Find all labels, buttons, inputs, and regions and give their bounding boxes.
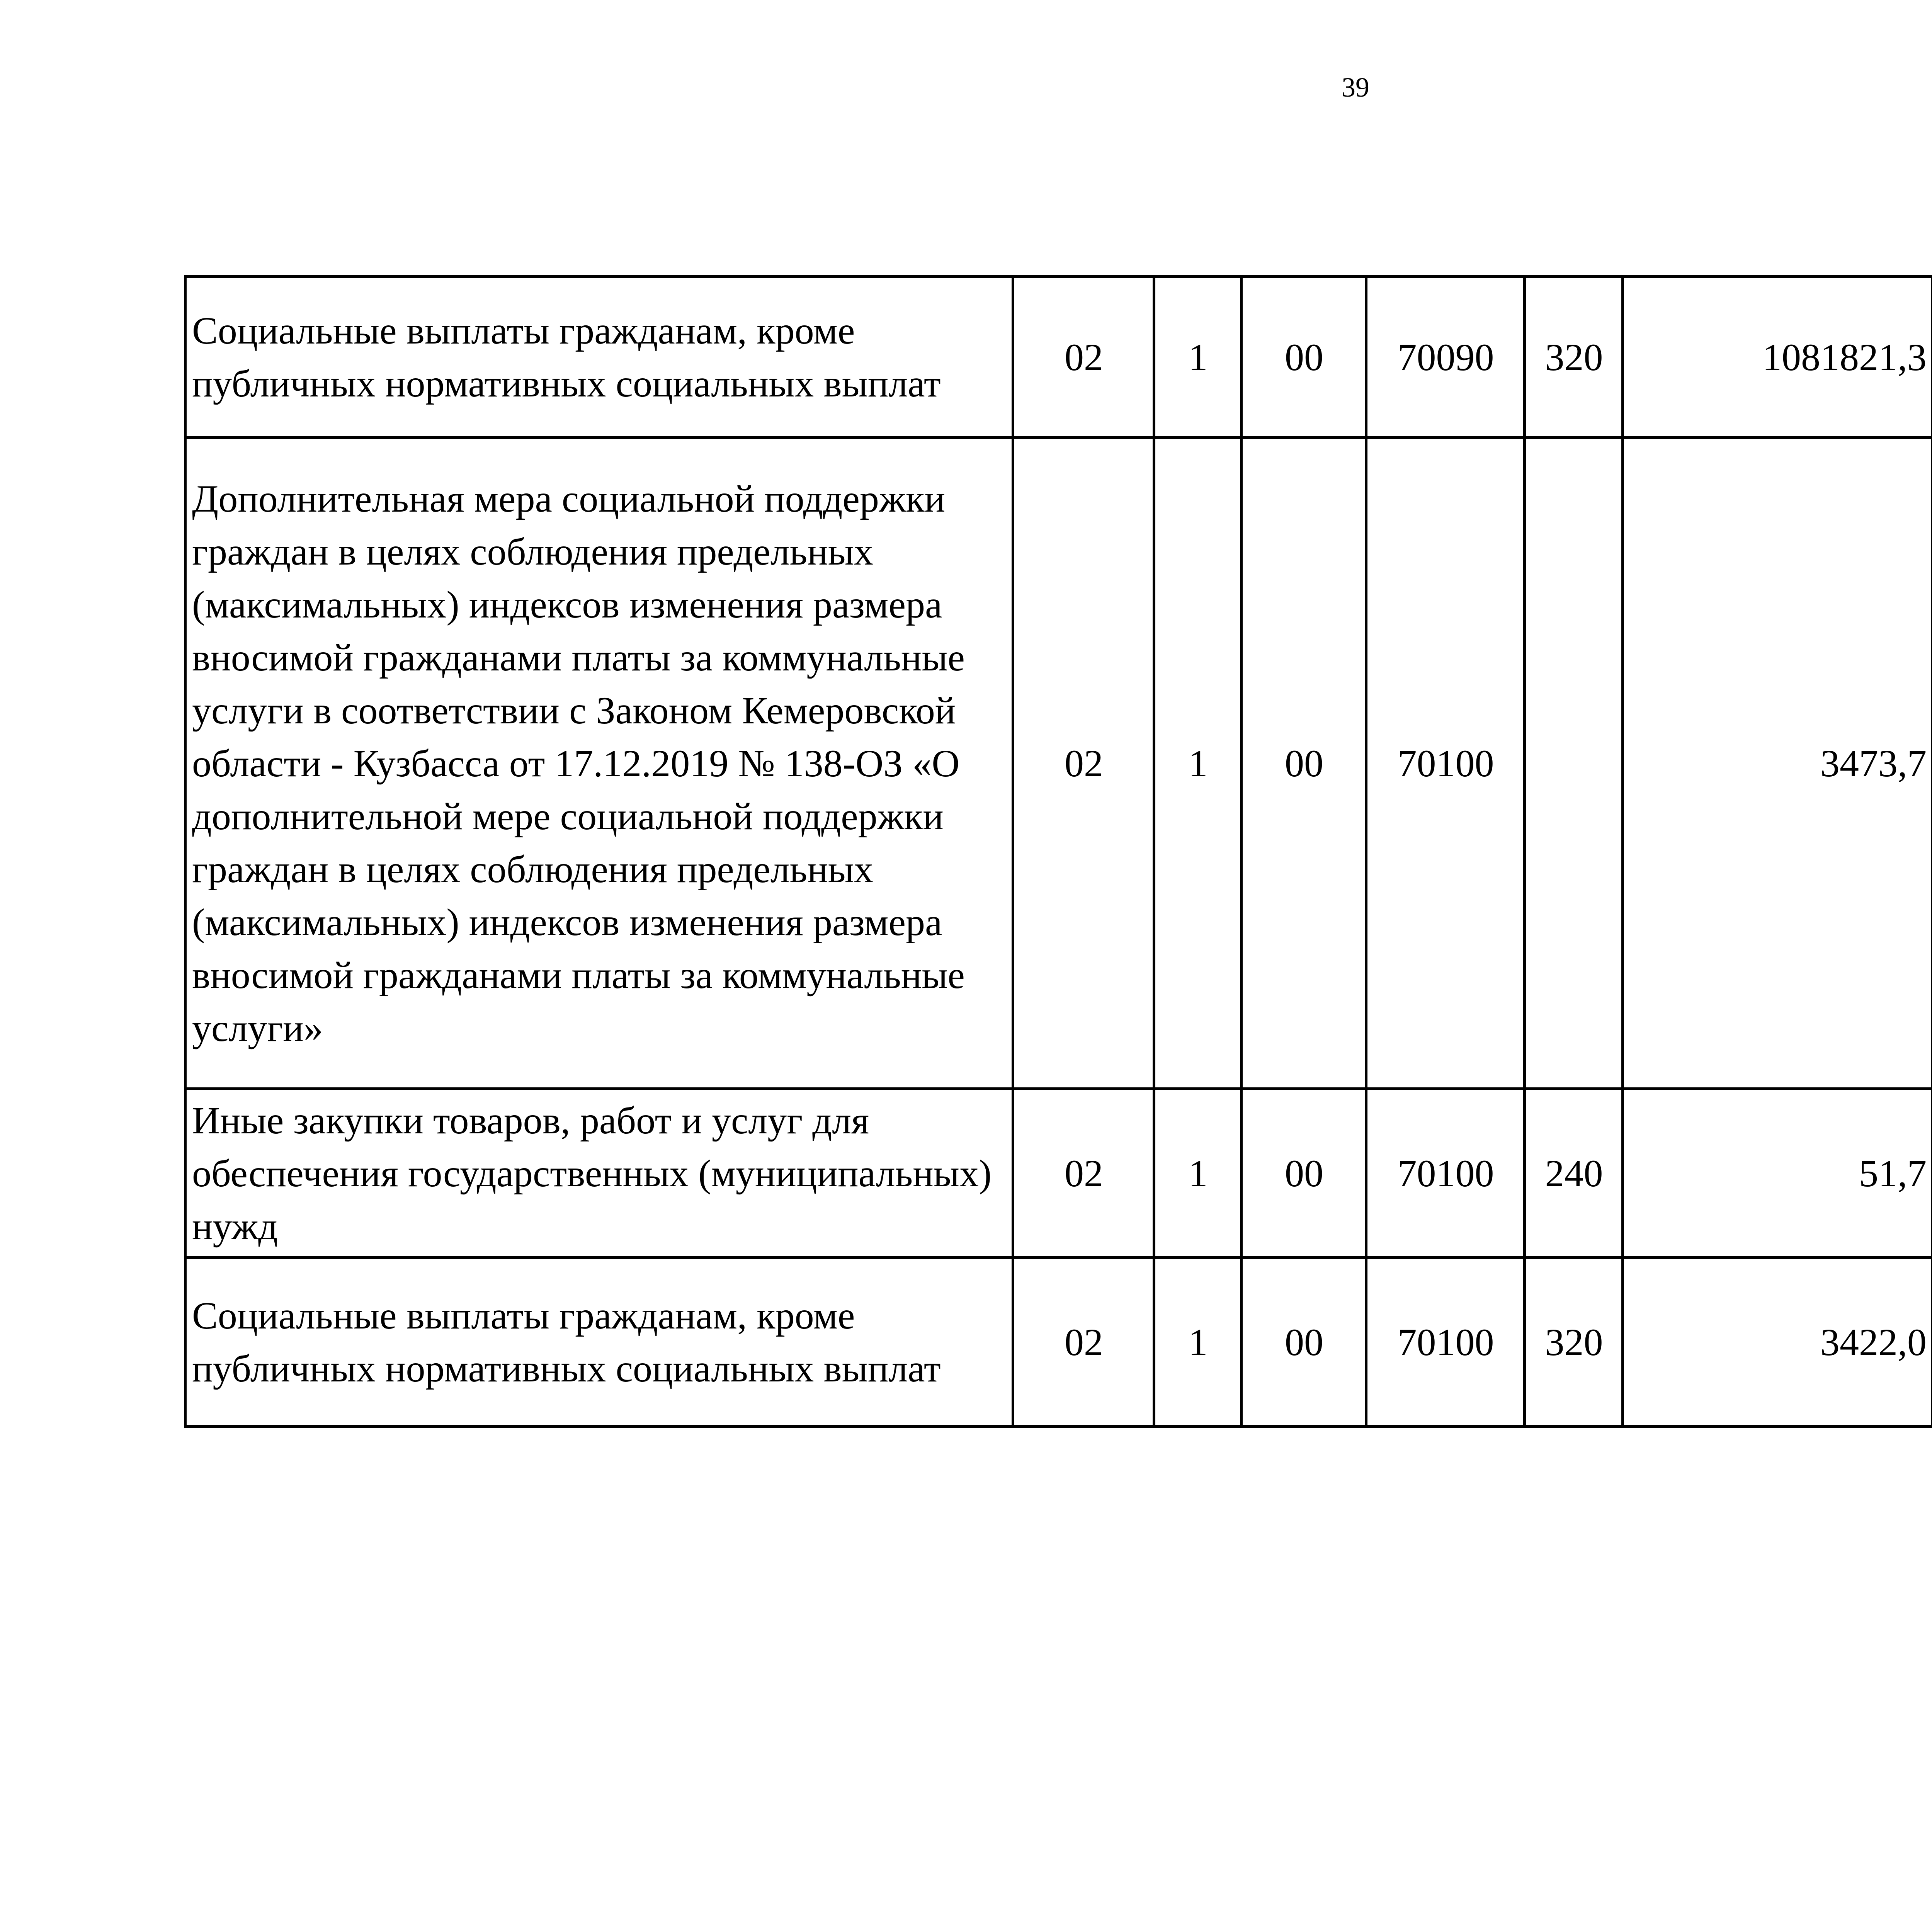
target-article-code: 70100 xyxy=(1366,1258,1525,1427)
table-row xyxy=(185,1089,1932,1258)
subprogram-code: 1 xyxy=(1154,438,1242,1089)
row-description: Дополнительная мера социальной поддержки граждан в целях соблюдения предельных (максимальных) индексов изменения размера вносимой гражданами платы за коммунальные услуги в соответствии с Законом Кемеровской области - Кузбасса от 17.12.2019 № 138-ОЗ «О дополнительной мере социальной поддержки граждан в целях соблюдения предельных (максимальных) индексов изменения размера вносимой гражданами платы за коммунальные услуги» xyxy=(185,438,1013,1089)
program-code: 02 xyxy=(1013,277,1154,438)
amount-year-1: 3422,0 xyxy=(1623,1258,1932,1427)
target-article-code: 70100 xyxy=(1366,438,1525,1089)
direction-code: 00 xyxy=(1242,1258,1366,1427)
table-row xyxy=(185,1258,1932,1427)
amount-year-1: 3473,7 xyxy=(1623,438,1932,1089)
row-description: Социальные выплаты гражданам, кроме публичных нормативных социальных выплат xyxy=(185,1258,1013,1427)
target-article-code: 70100 xyxy=(1366,1089,1525,1258)
expense-type-code xyxy=(1525,438,1623,1089)
program-code: 02 xyxy=(1013,1258,1154,1427)
expense-type-code: 320 xyxy=(1525,277,1623,438)
budget-table xyxy=(184,275,1932,1428)
table-row xyxy=(185,277,1932,438)
program-code: 02 xyxy=(1013,1089,1154,1258)
expense-type-code: 320 xyxy=(1525,1258,1623,1427)
subprogram-code: 1 xyxy=(1154,1089,1242,1258)
program-code: 02 xyxy=(1013,438,1154,1089)
direction-code: 00 xyxy=(1242,438,1366,1089)
row-description: Социальные выплаты гражданам, кроме публичных нормативных социальных выплат xyxy=(185,277,1013,438)
direction-code: 00 xyxy=(1242,1089,1366,1258)
amount-year-1: 51,7 xyxy=(1623,1089,1932,1258)
target-article-code: 70090 xyxy=(1366,277,1525,438)
expense-type-code: 240 xyxy=(1525,1089,1623,1258)
subprogram-code: 1 xyxy=(1154,1258,1242,1427)
subprogram-code: 1 xyxy=(1154,277,1242,438)
amount-year-1: 1081821,3 xyxy=(1623,277,1932,438)
direction-code: 00 xyxy=(1242,277,1366,438)
page-number: 39 xyxy=(1342,72,1369,103)
row-description: Иные закупки товаров, работ и услуг для обеспечения государственных (муниципальных) нужд xyxy=(185,1089,1013,1258)
table-row xyxy=(185,438,1932,1089)
